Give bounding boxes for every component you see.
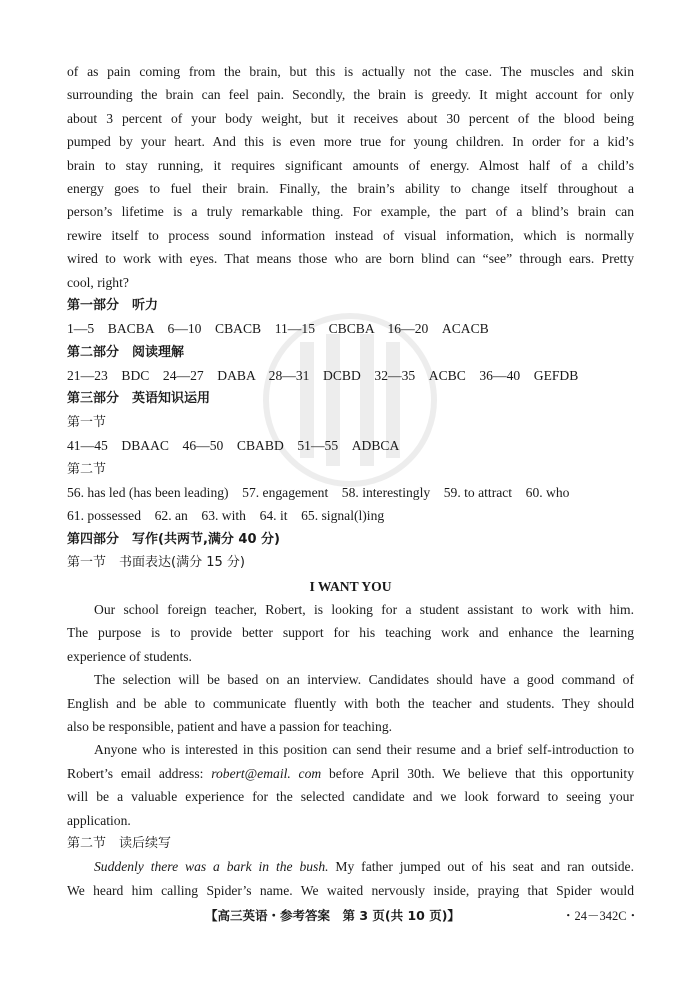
email-address: robert@email. com — [211, 765, 322, 781]
passage-line: about 3 percent of your body weight, but it receives about 30 percent of the blood being — [67, 110, 634, 126]
answer-page — [67, 60, 634, 902]
writing-section2-label: 第二节 读后续写 — [67, 835, 172, 851]
essay-line: English and be able to communicate fluently with both the teacher and students. They should — [67, 695, 634, 711]
passage-line: surrounding the brain can feel pain. Secondly, the brain is greedy. It might account for only — [67, 87, 634, 103]
essay-line: Anyone who is interested in this position can send their resume and a brief self-introduction to — [94, 742, 634, 758]
email-prefix: Robert’s email address: — [67, 765, 212, 781]
essay-paragraph-1 — [67, 598, 634, 668]
essay-paragraph-2 — [67, 668, 634, 738]
part3-section1-answers: 41—45 DBAAC 46—50 CBABD 51—55 ADBCA — [67, 438, 400, 454]
essay-line: experience of students. — [67, 648, 192, 664]
part4-title: 第四部分 写作(共两节,满分 40 分) — [67, 531, 280, 547]
passage-line: pumped by your heart. And this is even more true for young children. In order for a kid’s — [67, 134, 634, 150]
essay-line: Our school foreign teacher, Robert, is looking for a student assistant to work with him. — [94, 601, 634, 617]
section1-label: 第一节 — [67, 414, 107, 430]
continuation-opening-rest: My father jumped out of his seat and ran outside. — [328, 859, 634, 875]
essay-line: application. — [67, 812, 131, 828]
email-suffix: before April 30th. We believe that this opportunity — [321, 765, 635, 781]
passage-line: wired to work with eyes. That means those who are born blind can “see” through ears. Pretty — [67, 251, 634, 267]
passage-line: cool, right? — [67, 274, 129, 290]
passage-line: person’s lifetime is a truly remarkable thing. For example, the part of a blind’s brain can — [67, 204, 634, 220]
passage-line: energy goes to fuel their brain. Finally, the brain’s ability to change itself throughout a — [67, 180, 634, 196]
essay-paragraph-3 — [67, 738, 634, 832]
part1-title: 第一部分 听力 — [67, 297, 159, 313]
essay-line: The purpose is to provide better support for his teaching work and enhance the learning — [67, 625, 634, 641]
part3-title: 第三部分 英语知识运用 — [67, 391, 211, 407]
essay-line: will be a valuable experience for the selected candidate and we look forward to seeing your — [67, 789, 634, 805]
continuation-line — [67, 855, 634, 878]
part2-title: 第二部分 阅读理解 — [67, 344, 185, 360]
part2-answers: 21—23 BDC 24—27 DABA 28—31 DCBD 32—35 ACBC 36—40 GEFDB — [67, 368, 579, 384]
footer-page-info: 【高三英语・参考答案 第 3 页(共 10 页)】 — [205, 908, 460, 923]
grammar-answers-line: 61. possessed 62. an 63. with 64. it 65. signal(l)ing — [67, 508, 385, 524]
essay-line: The selection will be based on an interview. Candidates should have a good command of — [94, 672, 634, 688]
passage — [67, 60, 634, 294]
part1-answers: 1—5 BACBA 6—10 CBACB 11—15 CBCBA 16—20 ACACB — [67, 321, 489, 337]
essay-line-email — [67, 762, 634, 785]
page-footer — [0, 906, 699, 930]
passage-line: of as pain coming from the brain, but this is actually not the case. The muscles and skin — [67, 64, 634, 79]
passage-line: brain to stay running, it requires significant amounts of energy. Almost half of a child’s — [67, 157, 634, 173]
continuation-line: We heard him calling Spider’s name. We waited nervously inside, praying that Spider would — [67, 882, 634, 898]
essay-line: also be responsible, patient and have a passion for teaching. — [67, 718, 393, 734]
footer-code: ・24－342C・ — [562, 909, 640, 923]
essay-title: I WANT YOU — [309, 578, 392, 594]
section2-label: 第二节 — [67, 461, 107, 477]
continuation-italic-opening: Suddenly there was a bark in the bush. — [94, 859, 329, 875]
passage-line: rewire itself to process sound information instead of visual information, which is normally — [67, 227, 634, 243]
grammar-answers-line: 56. has led (has been leading) 57. engagement 58. interestingly 59. to attract 60. who — [67, 485, 570, 501]
writing-section1-label: 第一节 书面表达(满分 15 分) — [67, 555, 245, 571]
